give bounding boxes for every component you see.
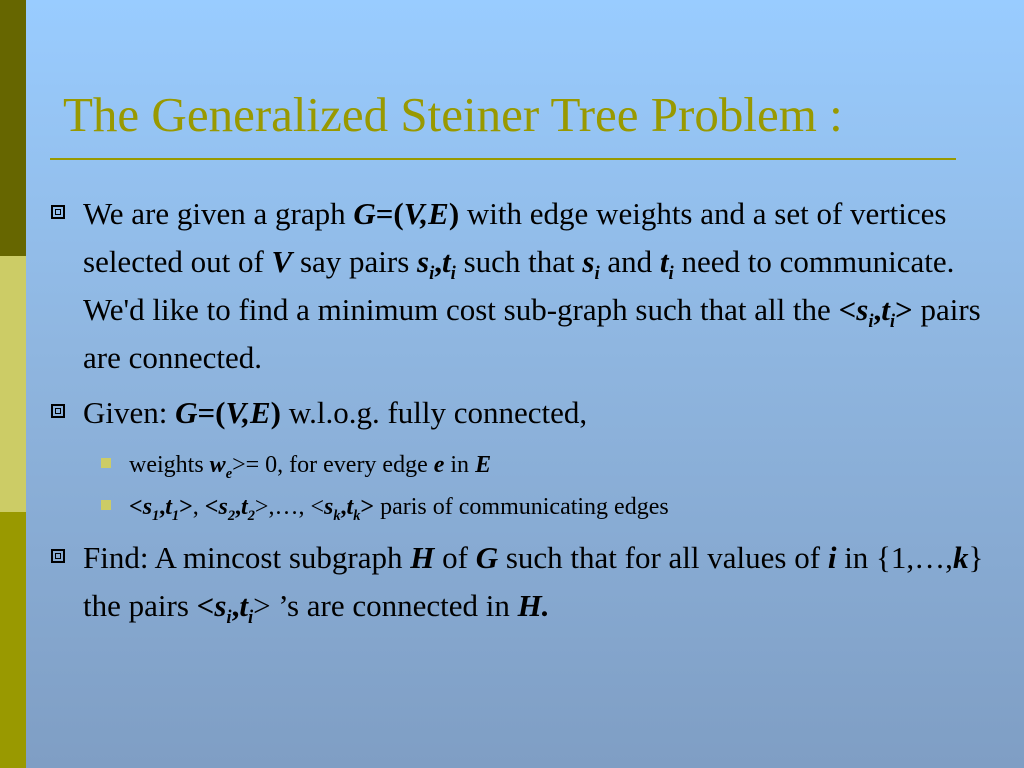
math-t: t (659, 244, 669, 279)
math-sub: 2 (227, 507, 236, 524)
math-gt: > (179, 494, 193, 520)
title-underline (50, 158, 956, 160)
math-s: s (324, 494, 334, 520)
math-comma: , (159, 494, 166, 520)
math-H: H (410, 540, 435, 575)
subbullet-weights (46, 444, 1006, 486)
math-sub: k (353, 507, 361, 524)
text: paris of communicating edges (374, 494, 669, 520)
math-sub-i: i (247, 607, 254, 629)
math-sub: 2 (247, 507, 255, 524)
math-sub-i: i (868, 311, 874, 333)
math-sub-i: i (668, 263, 674, 285)
math-gt: > (253, 588, 271, 623)
text: of (434, 540, 476, 575)
math-comma: , (873, 292, 882, 327)
math-s: s (856, 292, 869, 327)
math-comma: , (231, 588, 240, 623)
math-s: s (582, 244, 595, 279)
math-i: i (827, 540, 837, 575)
math-e: e (433, 452, 445, 478)
math-VE: V,E (403, 196, 449, 231)
math-eq: =( (375, 196, 404, 231)
text: Find: A mincost subgraph (83, 540, 411, 575)
square-subbullet-icon (101, 500, 111, 510)
math-G: G (475, 540, 499, 575)
math-sub: 1 (152, 507, 160, 524)
bullet-graph-definition (46, 190, 1006, 382)
text: with edge weights and a set of vertices selected out of (83, 196, 947, 279)
math-G: G (353, 196, 376, 231)
math-V: V (271, 244, 293, 279)
math-lt: < (204, 494, 219, 520)
math-s: s (417, 244, 430, 279)
math-t: t (241, 494, 248, 520)
bullet-find (46, 534, 1006, 630)
math-VE: V,E (225, 395, 271, 430)
math-sub-i: i (594, 263, 600, 285)
sidebar-segment-middle (0, 256, 26, 512)
math-w: w (209, 452, 226, 478)
sidebar-accent (0, 0, 26, 768)
math-gt: > (895, 292, 913, 327)
sidebar-segment-bottom (0, 512, 26, 768)
subbullet-pairs (46, 486, 1006, 528)
math-s: s (142, 494, 153, 520)
math-comma: , (434, 244, 443, 279)
text: say pairs (292, 244, 418, 279)
math-G: G (175, 395, 198, 430)
square-subbullet-icon (101, 458, 111, 468)
math-s: s (214, 588, 227, 623)
square-bullet-icon (51, 549, 65, 563)
math-sub-i: i (450, 263, 456, 285)
math-gt: > (360, 494, 375, 520)
math-close: ) (448, 196, 460, 231)
text: pairs are connected. (83, 292, 981, 375)
square-bullet-icon (51, 205, 65, 219)
text: } the pairs (83, 540, 984, 623)
math-t: t (239, 588, 248, 623)
text: need to communicate. We'd like to find a minimum cost sub-graph such that all the (83, 244, 955, 327)
math-sub-i: i (889, 311, 896, 333)
math-t: t (346, 494, 354, 520)
text: weights (129, 452, 210, 478)
math-s: s (218, 494, 228, 520)
math-comma: , (340, 494, 347, 520)
text: in (444, 452, 476, 478)
text: such that (455, 244, 583, 279)
text: >= 0, for every edge (232, 452, 434, 478)
text: in {1,…, (836, 540, 953, 575)
math-eq: =( (197, 395, 226, 430)
math-t: t (165, 494, 172, 520)
math-E: E (475, 452, 492, 478)
slide-title: The Generalized Steiner Tree Problem : (63, 87, 843, 142)
text: ,…, < (268, 494, 324, 520)
math-sub: k (333, 507, 341, 524)
sidebar-segment-top (0, 0, 26, 256)
math-k: k (952, 540, 969, 575)
text: and (599, 244, 660, 279)
math-close: ) (270, 395, 281, 430)
math-comma: , (235, 494, 242, 520)
math-t: t (881, 292, 890, 327)
slide-content (46, 190, 1006, 637)
math-sub-i: i (226, 607, 232, 629)
math-lt: < (129, 494, 143, 520)
text: Given: (83, 395, 176, 430)
square-bullet-icon (51, 404, 65, 418)
text: w.l.o.g. fully connected, (280, 395, 588, 430)
text: ’s are connected in (270, 588, 518, 623)
math-lt: < (838, 292, 857, 327)
math-sub-e: e (225, 465, 233, 482)
text: such that for all values of (498, 540, 828, 575)
math-t: t (442, 244, 451, 279)
math-lt: < (196, 588, 215, 623)
bullet-given (46, 389, 1006, 437)
text: We are given a graph (83, 196, 354, 231)
math-sub-i: i (429, 263, 435, 285)
math-sub: 1 (171, 507, 180, 524)
math-H: H. (517, 588, 550, 623)
text: , (192, 494, 205, 520)
math-gt: > (254, 494, 269, 520)
